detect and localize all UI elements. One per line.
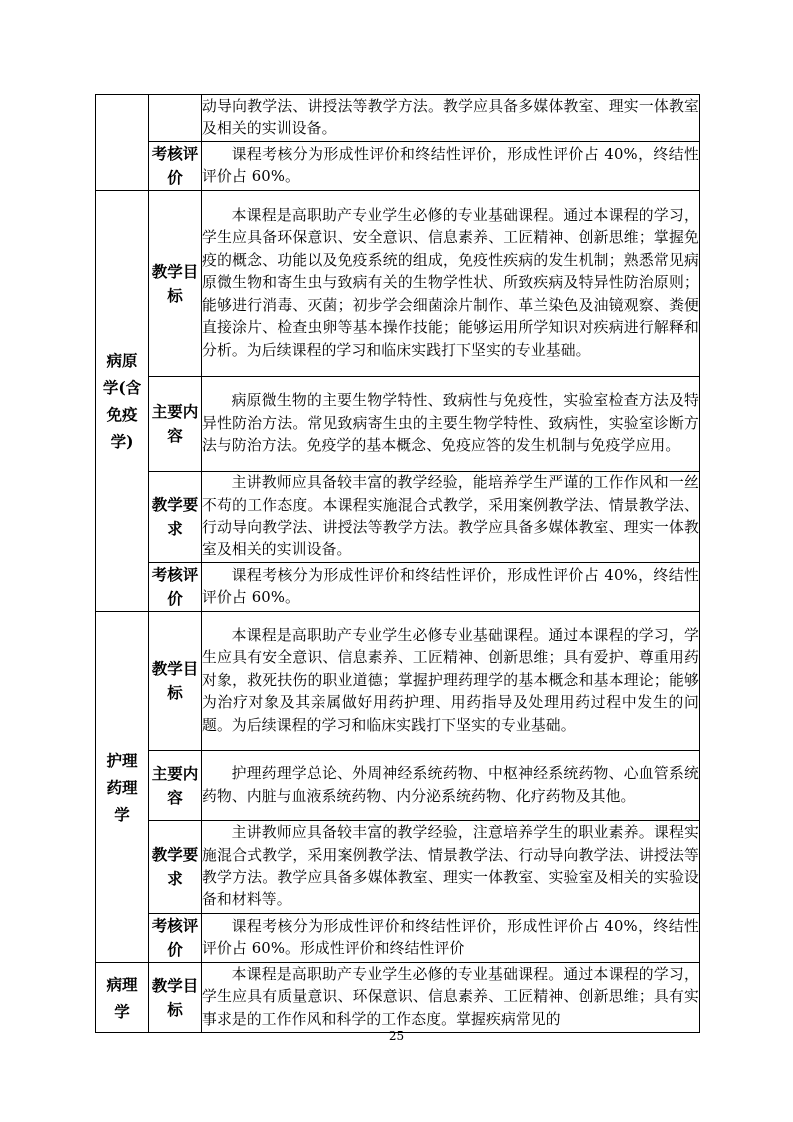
course-name-cell [96,95,149,191]
table-row [96,191,700,377]
page-number: 25 [388,1029,405,1043]
description-cell: 主讲教师应具备较丰富的教学经验，注意培养学生的职业素养。课程实施混合式教学，采用案例教学法、情景教学法、行动导向教学法、讲授法等教学方法。教学应具备多媒体教室、理实一体教室、实验室及相关的实验设备和材料等。 [202,821,700,914]
description-cell: 课程考核分为形成性评价和终结性评价，形成性评价占 40%，终结性评价占 60%。 [202,563,700,612]
item-label-cell: 教学目标 [149,191,202,377]
item-label-cell: 考核评价 [149,563,202,612]
item-label-cell: 考核评价 [149,142,202,191]
item-label-cell: 考核评价 [149,914,202,963]
item-label-cell: 教学要求 [149,821,202,914]
table-row [96,751,700,821]
item-label-cell: 主要内容 [149,751,202,821]
item-label-cell: 教学要求 [149,472,202,563]
description-cell: 动导向教学法、讲授法等教学方法。教学应具备多媒体教室、理实一体教室及相关的实训设备。 [202,95,700,142]
table-row [96,821,700,914]
table-row [96,472,700,563]
description-cell: 本课程是高职助产专业学生必修的专业基础课程。通过本课程的学习，学生应具有质量意识、环保意识、信息素养、工匠精神、创新思维；具有实事求是的工作作风和科学的工作态度。掌握疾病常见的 [202,963,700,1033]
table-row [96,963,700,1033]
description-cell: 本课程是高职助产专业学生必修专业基础课程。通过本课程的学习，学生应具有安全意识、信息素养、工匠精神、创新思维；具有爱护、尊重用药对象，救死扶伤的职业道德；掌握护理药理学的基本概念和基本理论；能够为治疗对象及其亲属做好用药护理、用药指导及处理用药过程中发生的问题。为后续课程的学习和临床实践打下坚实的专业基础。 [202,612,700,751]
description-cell: 课程考核分为形成性评价和终结性评价，形成性评价占 40%，终结性评价占 60%。形成性评价和终结性评价 [202,914,700,963]
item-label-cell: 教学目标 [149,612,202,751]
table-row [96,377,700,472]
description-cell: 护理药理学总论、外周神经系统药物、中枢神经系统药物、心血管系统药物、内脏与血液系统药物、内分泌系统药物、化疗药物及其他。 [202,751,700,821]
table-row [96,612,700,751]
description-cell: 主讲教师应具备较丰富的教学经验，能培养学生严谨的工作作风和一丝不苟的工作态度。本课程实施混合式教学，采用案例教学法、情景教学法、行动导向教学法、讲授法等教学方法。教学应具备多媒体教室、理实一体教室及相关的实训设备。 [202,472,700,563]
item-label-cell: 主要内容 [149,377,202,472]
description-cell: 本课程是高职助产专业学生必修的专业基础课程。通过本课程的学习，学生应具备环保意识、安全意识、信息素养、工匠精神、创新思维；掌握免疫的概念、功能以及免疫系统的组成，免疫性疾病的发生机制；熟悉常见病原微生物和寄生虫与致病有关的生物学性状、所致疾病及特异性防治原则；能够进行消毒、灭菌；初步学会细菌涂片制作、革兰染色及油镜观察、粪便直接涂片、检查虫卵等基本操作技能；能够运用所学知识对疾病进行解释和分析。为后续课程的学习和临床实践打下坚实的专业基础。 [202,191,700,377]
table-row [96,563,700,612]
curriculum-table [95,94,700,1033]
item-label-cell [149,95,202,142]
course-name-cell: 护理药理学 [96,612,149,963]
description-cell: 病原微生物的主要生物学特性、致病性与免疫性，实验室检查方法及特异性防治方法。常见致病寄生虫的主要生物学特性、致病性，实验室诊断方法与防治方法。免疫学的基本概念、免疫应答的发生机制与免疫学应用。 [202,377,700,472]
table-row [96,914,700,963]
item-label-cell: 教学目标 [149,963,202,1033]
course-name-cell: 病原学(含免疫学) [96,191,149,612]
table-row [96,142,700,191]
description-cell: 课程考核分为形成性评价和终结性评价，形成性评价占 40%，终结性评价占 60%。 [202,142,700,191]
course-name-cell: 病理学 [96,963,149,1033]
table-row [96,95,700,142]
